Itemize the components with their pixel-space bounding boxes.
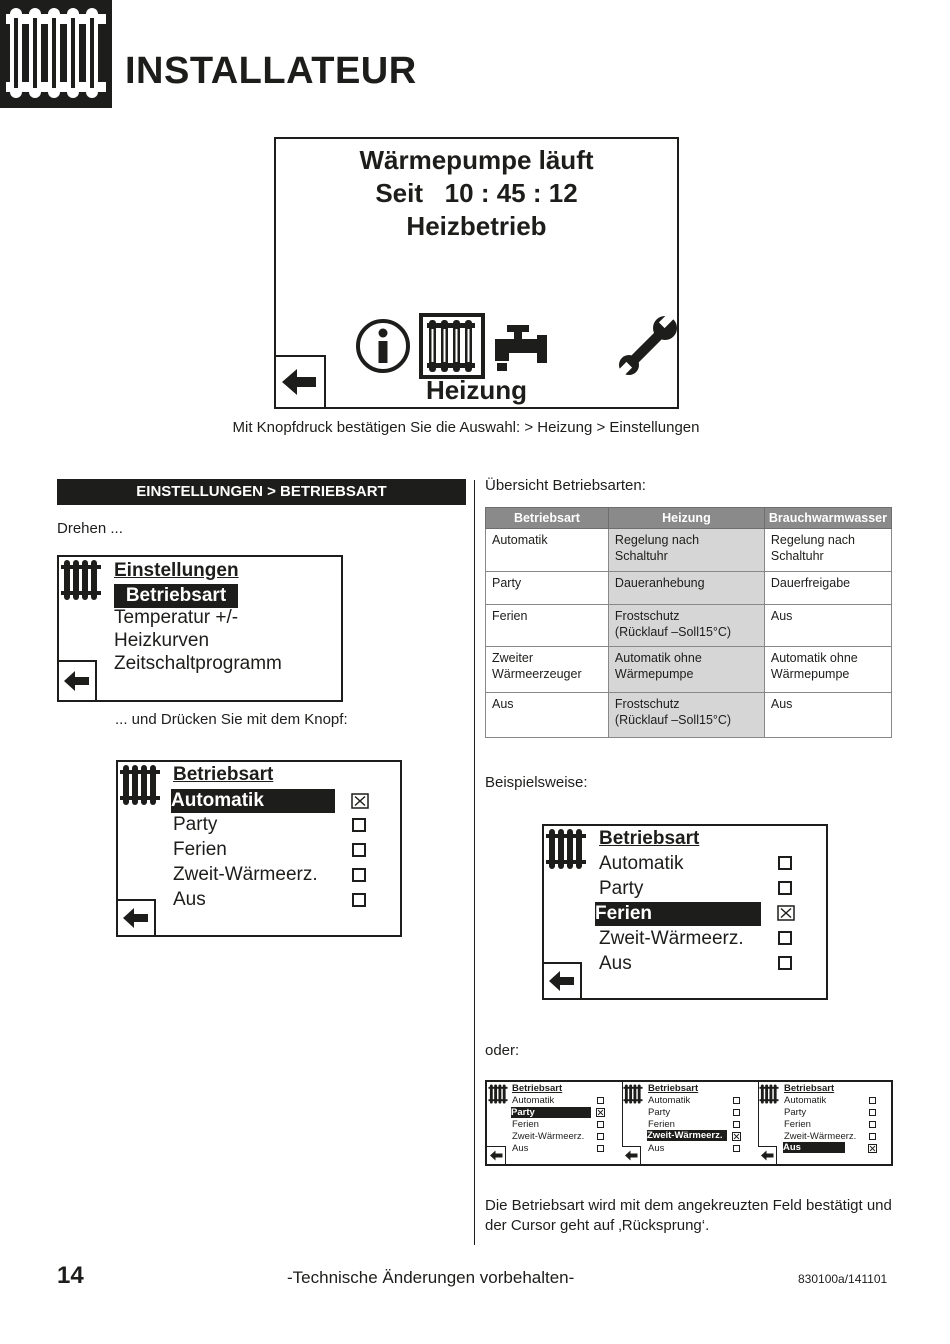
menu-item-zweit-waermeerz[interactable]: Zweit-Wärmeerz. <box>173 864 318 885</box>
section-title: EINSTELLUNGEN > BETRIEBSART <box>57 479 466 505</box>
mode-menu-screen <box>116 760 402 937</box>
checkbox-aus[interactable] <box>778 956 792 970</box>
arrow-left-icon <box>490 1150 503 1161</box>
checkbox-checked-icon[interactable] <box>732 1132 741 1141</box>
mode-line: Heizbetrieb <box>406 211 547 241</box>
mini-menu-zweit <box>622 1082 759 1164</box>
arrow-left-icon <box>123 907 149 929</box>
example-label: Beispielsweise: <box>485 774 588 791</box>
arrow-left-icon <box>64 670 90 692</box>
menu-item-automatik[interactable]: Automatik <box>599 853 684 874</box>
column-divider <box>474 480 475 1245</box>
table-cell: Daueranhebung <box>608 572 764 605</box>
menu-item-selected[interactable]: Zweit-Wärmeerz. <box>647 1130 727 1141</box>
checkbox[interactable] <box>597 1097 604 1104</box>
checkbox[interactable] <box>597 1133 604 1140</box>
table-cell: Regelung nach Schaltuhr <box>764 529 891 572</box>
table-cell: Regelung nach Schaltuhr <box>608 529 764 572</box>
step-rotate-label: Drehen ... <box>57 520 123 537</box>
table-row <box>486 572 892 605</box>
checkbox[interactable] <box>869 1097 876 1104</box>
back-button[interactable] <box>118 899 156 935</box>
radiator-icon <box>759 1084 779 1104</box>
page-number: 14 <box>57 1262 84 1289</box>
checkbox[interactable] <box>869 1133 876 1140</box>
menu-item-party[interactable]: Party <box>173 814 218 835</box>
menu-item[interactable]: Zweit-Wärmeerz. <box>512 1131 585 1142</box>
menu-title: Betriebsart <box>512 1083 563 1094</box>
table-header: Heizung <box>608 508 764 529</box>
table-cell: Party <box>486 572 609 605</box>
menu-item-aus[interactable]: Aus <box>173 889 206 910</box>
back-button[interactable] <box>487 1146 506 1164</box>
example-mode-menu-screen <box>542 824 828 1000</box>
step-press-label: ... und Drücken Sie mit dem Knopf: <box>115 711 348 728</box>
doc-code: 830100a/141101 <box>798 1272 888 1286</box>
arrow-left-icon <box>625 1150 638 1161</box>
checkbox-automatik[interactable] <box>778 856 792 870</box>
menu-item[interactable]: Ferien <box>784 1119 811 1130</box>
checkbox-party[interactable] <box>352 818 366 832</box>
checkbox-zweit-waermeerz[interactable] <box>778 931 792 945</box>
selected-menu-label: Heizung <box>425 375 528 405</box>
table-row <box>486 605 892 647</box>
arrow-left-icon <box>549 970 575 992</box>
tap-icon[interactable] <box>487 325 549 373</box>
menu-item-zeitschaltprogramm[interactable]: Zeitschaltprogramm <box>114 653 282 674</box>
menu-title: Einstellungen <box>114 560 239 581</box>
radiator-icon[interactable] <box>419 313 485 379</box>
checkbox-party[interactable] <box>778 881 792 895</box>
menu-item[interactable]: Automatik <box>512 1095 555 1106</box>
table-header: Betriebsart <box>486 508 609 529</box>
menu-item[interactable]: Automatik <box>784 1095 827 1106</box>
checkbox-ferien[interactable] <box>352 843 366 857</box>
back-button[interactable] <box>758 1146 777 1164</box>
checkbox-checked-icon[interactable] <box>351 793 369 809</box>
mini-menu-aus <box>758 1082 891 1164</box>
menu-item[interactable]: Zweit-Wärmeerz. <box>784 1131 857 1142</box>
wrench-icon[interactable] <box>619 315 679 377</box>
checkbox[interactable] <box>869 1121 876 1128</box>
checkbox[interactable] <box>869 1109 876 1116</box>
menu-item-zweit-waermeerz[interactable]: Zweit-Wärmeerz. <box>599 928 744 949</box>
back-button[interactable] <box>622 1146 641 1164</box>
checkbox-checked-icon[interactable] <box>777 905 795 921</box>
menu-title: Betriebsart <box>173 764 274 785</box>
table-cell: Aus <box>486 693 609 738</box>
table-row <box>486 647 892 693</box>
radiator-icon <box>120 764 160 806</box>
menu-item-betriebsart[interactable]: Betriebsart <box>114 584 238 608</box>
checkbox[interactable] <box>733 1109 740 1116</box>
checkbox-checked-icon[interactable] <box>868 1144 877 1153</box>
menu-item-party[interactable]: Party <box>599 878 644 899</box>
checkbox-aus[interactable] <box>352 893 366 907</box>
conclusion-text: Die Betriebsart wird mit dem angekreuzten Feld bestätigt und der Cursor geht auf ‚Rücksprung‘. <box>485 1197 892 1234</box>
back-button[interactable] <box>59 660 97 700</box>
menu-title: Betriebsart <box>648 1083 699 1094</box>
menu-title: Betriebsart <box>784 1083 835 1094</box>
table-cell: Automatik <box>486 529 609 572</box>
menu-item-temperatur[interactable]: Temperatur +/- <box>114 607 239 628</box>
menu-item-selected[interactable]: Aus <box>783 1142 845 1153</box>
table-cell: Dauerfreigabe <box>764 572 891 605</box>
table-cell: Frostschutz (Rücklauf –Soll15°C) <box>608 693 764 738</box>
menu-item[interactable]: Aus <box>648 1143 665 1154</box>
menu-item-aus[interactable]: Aus <box>599 953 632 974</box>
main-display-screen <box>274 137 679 409</box>
menu-item-heizkurven[interactable]: Heizkurven <box>114 630 210 651</box>
mini-menu-party <box>487 1082 623 1164</box>
checkbox-zweit-waermeerz[interactable] <box>352 868 366 882</box>
menu-item[interactable]: Automatik <box>648 1095 691 1106</box>
checkbox-checked-icon[interactable] <box>596 1108 605 1117</box>
menu-item-ferien[interactable]: Ferien <box>595 902 761 926</box>
settings-menu-screen <box>57 555 343 702</box>
checkbox[interactable] <box>733 1097 740 1104</box>
page-title: INSTALLATEUR <box>125 50 417 92</box>
menu-item-ferien[interactable]: Ferien <box>173 839 227 860</box>
table-cell: Aus <box>764 693 891 738</box>
back-button[interactable] <box>544 962 582 998</box>
checkbox[interactable] <box>597 1121 604 1128</box>
footer-notice: -Technische Änderungen vorbehalten- <box>287 1268 575 1287</box>
main-caption: Mit Knopfdruck bestätigen Sie die Auswahl: > Heizung > Einstellungen <box>232 419 700 436</box>
menu-item-automatik[interactable]: Automatik <box>171 789 335 813</box>
mode-overview-table <box>485 507 892 738</box>
mini-screens-strip <box>485 1080 893 1166</box>
table-cell: Zweiter Wärmeerzeuger <box>486 647 609 693</box>
radiator-icon <box>546 828 586 870</box>
arrow-left-icon <box>761 1150 774 1161</box>
or-label: oder: <box>485 1042 520 1059</box>
table-row <box>486 529 892 572</box>
menu-item-selected[interactable]: Party <box>511 1107 591 1118</box>
table-cell: Automatik ohne Wärmepumpe <box>608 647 764 693</box>
overview-title: Übersicht Betriebsarten: <box>485 477 646 494</box>
menu-item[interactable]: Party <box>648 1107 671 1118</box>
checkbox[interactable] <box>733 1121 740 1128</box>
menu-item[interactable]: Party <box>784 1107 807 1118</box>
table-cell: Ferien <box>486 605 609 647</box>
radiator-icon <box>623 1084 643 1104</box>
table-header: Brauchwarmwasser <box>764 508 891 529</box>
runtime-line: Seit 10 : 45 : 12 <box>375 178 578 208</box>
menu-title: Betriebsart <box>599 828 700 849</box>
radiator-icon <box>488 1084 508 1104</box>
table-row <box>486 693 892 738</box>
menu-item[interactable]: Ferien <box>648 1119 675 1130</box>
status-line: Wärmepumpe läuft <box>359 145 594 175</box>
checkbox[interactable] <box>733 1145 740 1152</box>
radiator-icon <box>61 559 101 601</box>
radiator-logo <box>0 0 112 108</box>
menu-item[interactable]: Aus <box>512 1143 529 1154</box>
radiator-icon <box>0 0 112 108</box>
menu-item[interactable]: Ferien <box>512 1119 539 1130</box>
table-cell: Aus <box>764 605 891 647</box>
info-icon[interactable] <box>354 317 412 375</box>
table-cell: Frostschutz (Rücklauf –Soll15°C) <box>608 605 764 647</box>
table-cell: Automatik ohne Wärmepumpe <box>764 647 891 693</box>
checkbox[interactable] <box>597 1145 604 1152</box>
